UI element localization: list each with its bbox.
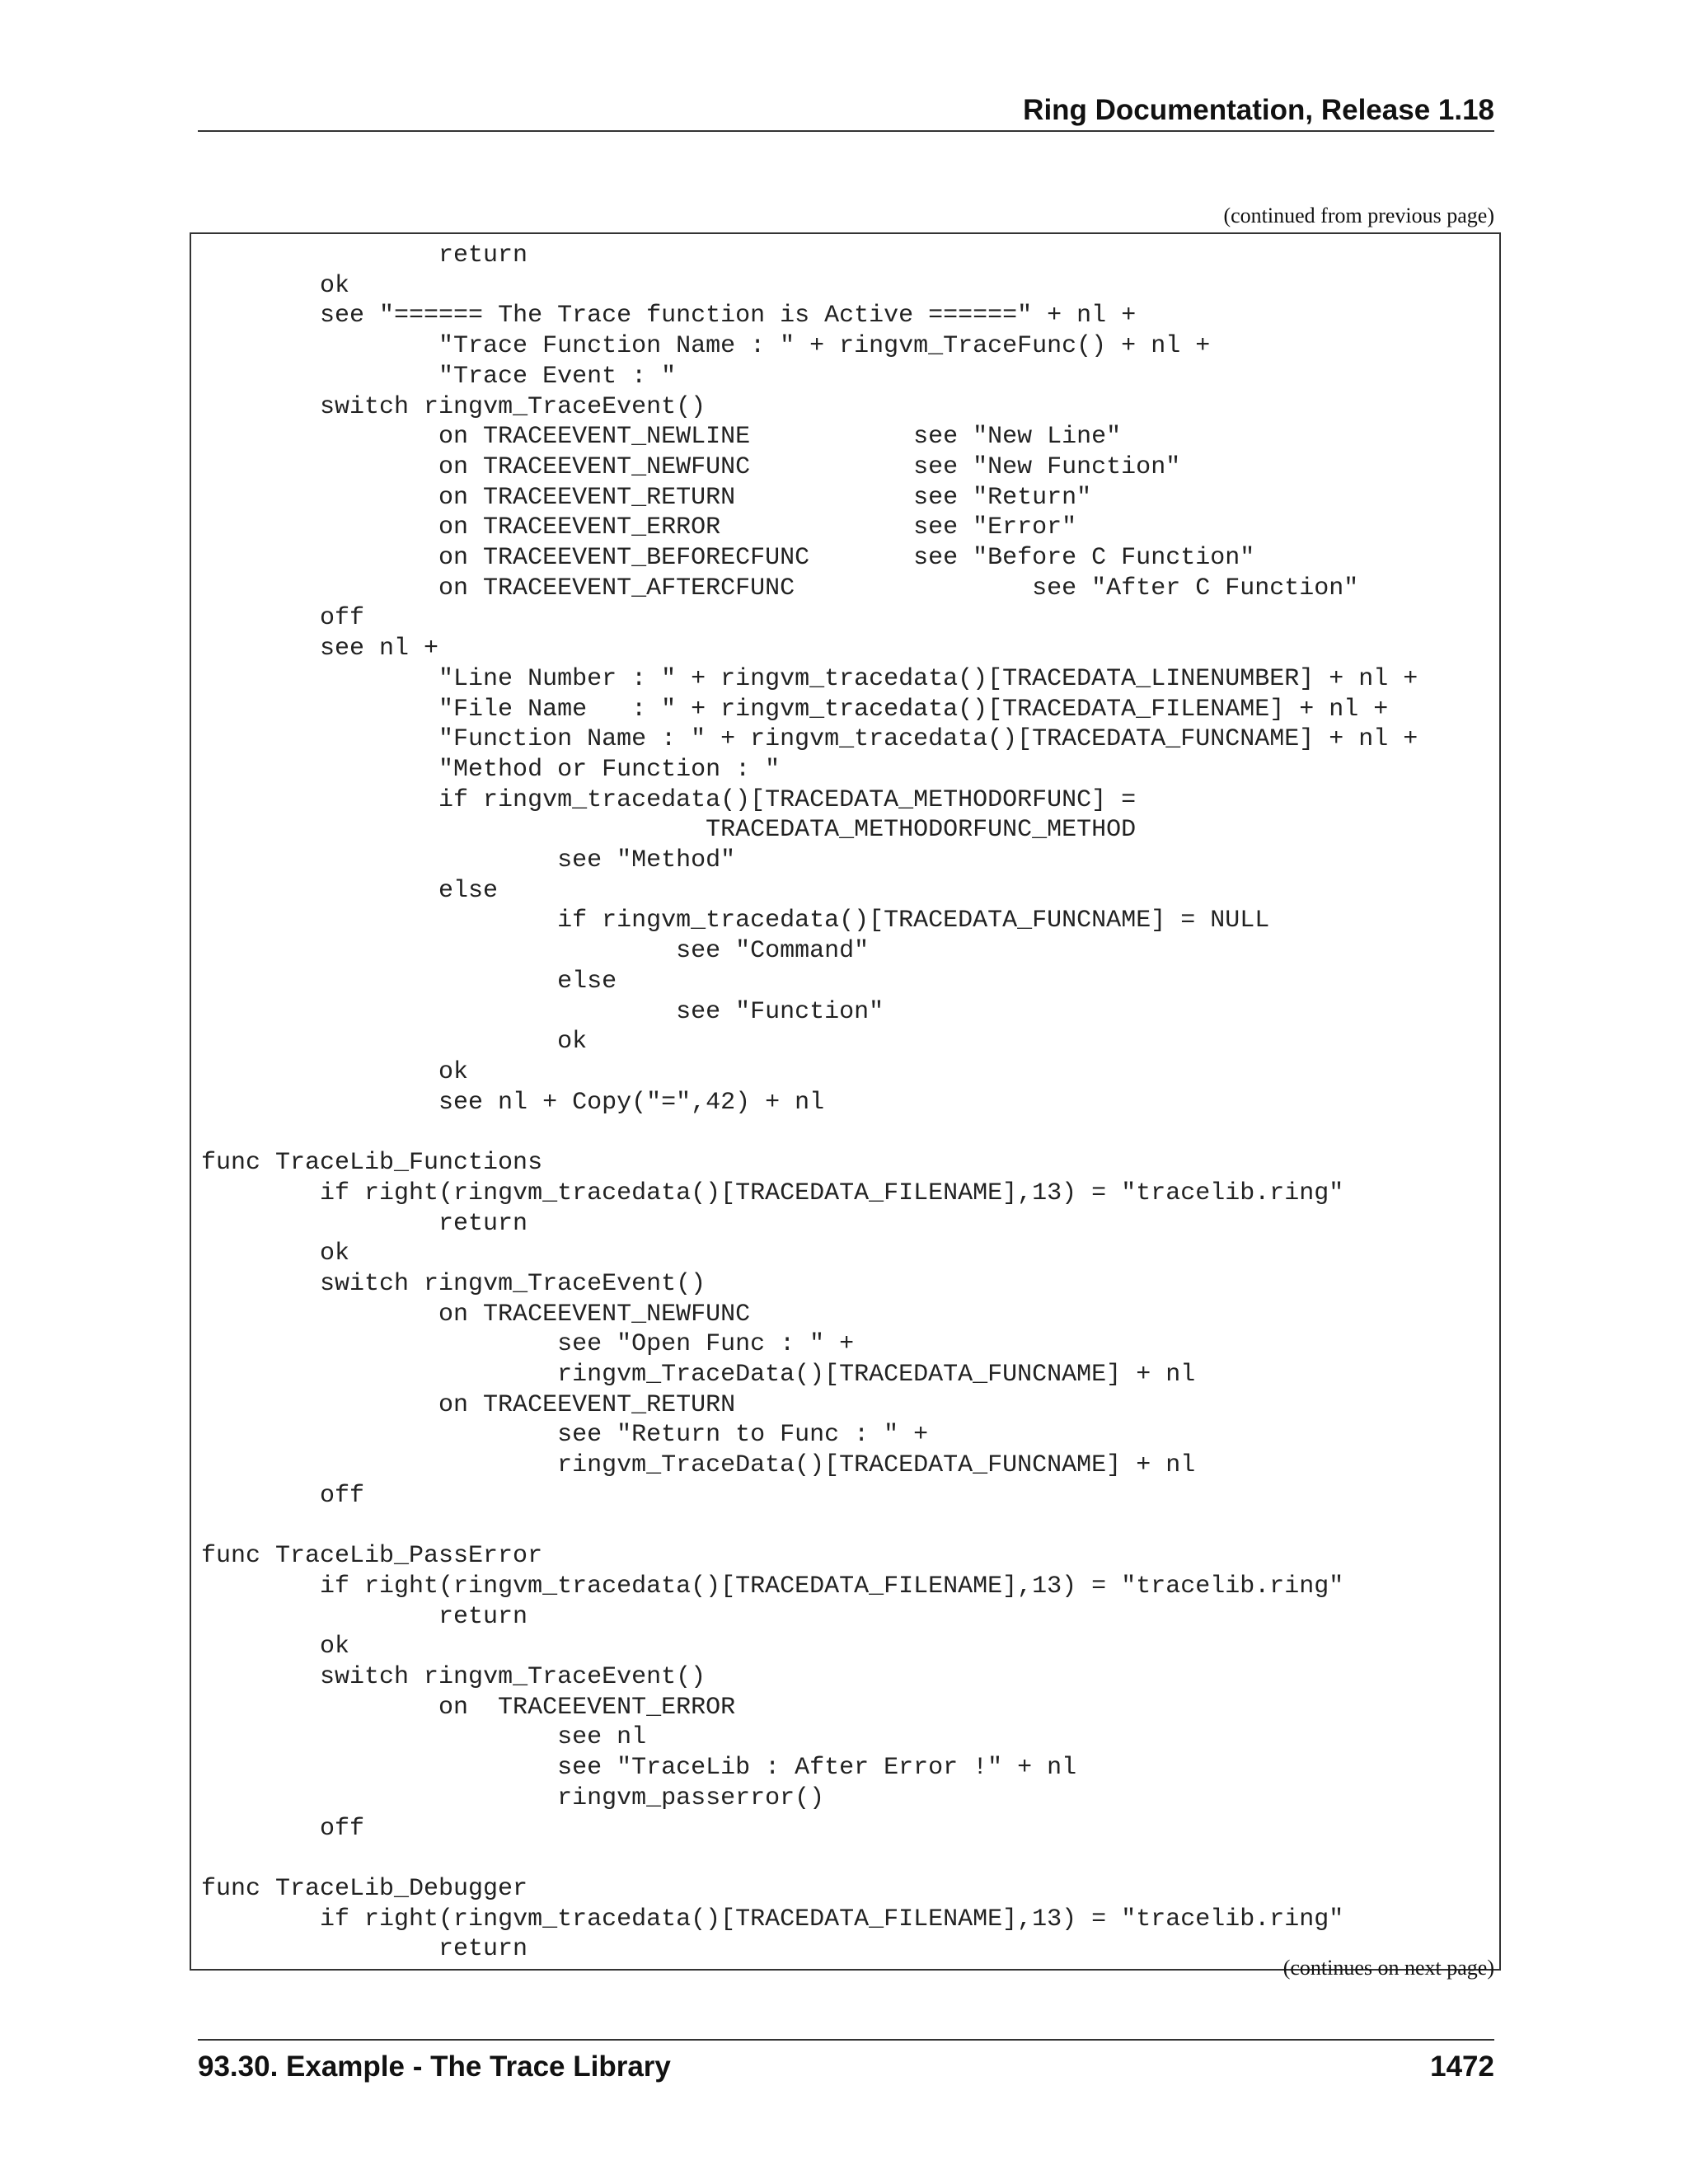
document-title: Ring Documentation, Release 1.18 bbox=[1023, 94, 1494, 126]
footer-section-title: 93.30. Example - The Trace Library bbox=[198, 2050, 671, 2083]
continues-on-next-page-note: (continues on next page) bbox=[1282, 1956, 1494, 1980]
page-number: 1472 bbox=[1430, 2050, 1494, 2083]
code-block-container bbox=[190, 232, 1501, 1971]
code-listing: return ok see "====== The Trace function is Active ======" + nl + "Trace Function Name : " + ringvm_TraceFunc() + nl + "Trace Event : " switch ringvm_TraceEvent() on TRACEEVENT_NEWLINE see "New Line" on TRACEEVENT_NEWFUNC see "New Function" on TRACEEVENT_RETURN see "Return" on TRACEEVENT_ERROR see "Error" on TRACEEVENT_BEFORECFUNC see "Before C Function" on TRACEEVENT_AFTERCFUNC see "After C Function" off see nl + "Line Number : " + ringvm_tracedata()[TRACEDATA_LINENUMBER] + nl + "File Name : " + ringvm_tracedata()[TRACEDATA_FILENAME] + nl + "Function Name : " + ringvm_tracedata()[TRACEDATA_FUNCNAME] + nl + "Method or Function : " if ringvm_tracedata()[TRACEDATA_METHODORFUNC] = TRACEDATA_METHODORFUNC_METHOD see "Method" else if ringvm_tracedata()[TRACEDATA_FUNCNAME] = NULL see "Command" else see "Function" ok ok see nl + Copy("=",42) + nl func TraceLib_Functions if right(ringvm_tracedata()[TRACEDATA_FILENAME],13) = "tracelib.ring" return ok switch ringvm_TraceEvent() on TRACEEVENT_NEWFUNC see "Open Func : " + ringvm_TraceData()[TRACEDATA_FUNCNAME] + nl on TRACEEVENT_RETURN see "Return to Func : " + ringvm_TraceData()[TRACEDATA_FUNCNAME] + nl off func TraceLib_PassError if right(ringvm_tracedata()[TRACEDATA_FILENAME],13) = "tracelib.ring" return ok switch ringvm_TraceEvent() on TRACEEVENT_ERROR see nl see "TraceLib : After Error !" + nl ringvm_passerror() off func TraceLib_Debugger if right(ringvm_tracedata()[TRACEDATA_FILENAME],13) = "tracelib.ring" return bbox=[201, 241, 1418, 1964]
page-footer bbox=[198, 2039, 1494, 2090]
page-header bbox=[198, 91, 1494, 132]
continued-from-previous-page-note: (continued from previous page) bbox=[1223, 204, 1494, 227]
